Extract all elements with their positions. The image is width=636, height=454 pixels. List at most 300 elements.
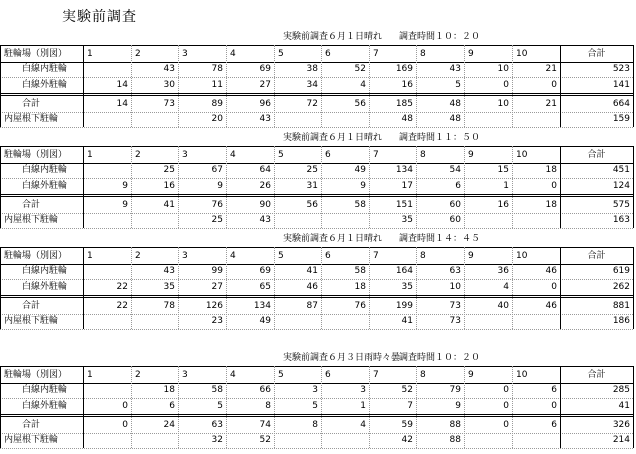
total-cell: 141 bbox=[612, 80, 630, 90]
column-divider bbox=[226, 146, 227, 228]
total-cell: 664 bbox=[612, 99, 630, 109]
column-divider bbox=[226, 45, 227, 127]
total-header: 合計 bbox=[587, 150, 606, 160]
total-cell: 575 bbox=[612, 200, 630, 210]
column-divider bbox=[512, 247, 513, 329]
table-cell: 0 bbox=[551, 282, 557, 292]
column-number: 10 bbox=[516, 251, 528, 261]
survey-block bbox=[0, 231, 636, 331]
column-divider bbox=[274, 247, 275, 329]
table-cell: 96 bbox=[259, 99, 271, 109]
table-cell: 69 bbox=[259, 266, 271, 276]
column-number: 2 bbox=[135, 49, 141, 59]
column-divider bbox=[226, 366, 227, 448]
total-header: 合計 bbox=[587, 49, 606, 59]
column-divider bbox=[178, 366, 179, 448]
column-divider bbox=[274, 45, 275, 127]
table-cell bbox=[274, 313, 321, 329]
table-cell: 0 bbox=[503, 401, 509, 411]
table-cell: 67 bbox=[211, 165, 223, 175]
column-header-label: 駐輪場（別図） bbox=[4, 150, 68, 160]
survey-time: 調査時間１０：２０ bbox=[399, 32, 481, 42]
column-divider bbox=[464, 247, 465, 329]
table-cell bbox=[512, 111, 560, 127]
table-cell: 9 bbox=[122, 181, 128, 191]
column-divider bbox=[633, 366, 634, 448]
table-cell: 23 bbox=[211, 316, 223, 326]
data-table bbox=[0, 247, 633, 329]
table-cell: 151 bbox=[395, 200, 413, 210]
survey-condition: 実験前調査６月１日晴れ bbox=[283, 133, 383, 143]
table-cell: 9 bbox=[455, 401, 461, 411]
column-divider bbox=[131, 366, 132, 448]
table-cell: 18 bbox=[163, 385, 175, 395]
survey-header bbox=[0, 29, 636, 45]
table-cell: 199 bbox=[395, 301, 413, 311]
table-cell: 35 bbox=[163, 282, 175, 292]
column-divider bbox=[0, 146, 1, 228]
table-cell: 31 bbox=[306, 181, 318, 191]
table-cell: 24 bbox=[163, 420, 175, 430]
table-cell bbox=[83, 111, 131, 127]
column-number: 5 bbox=[278, 251, 284, 261]
column-number: 6 bbox=[325, 251, 331, 261]
table-cell: 14 bbox=[116, 99, 128, 109]
table-cell: 0 bbox=[503, 420, 509, 430]
table-cell: 78 bbox=[211, 64, 223, 74]
table-row bbox=[0, 313, 633, 330]
table-cell: 10 bbox=[449, 282, 461, 292]
table-cell: 134 bbox=[395, 165, 413, 175]
table-cell: 46 bbox=[545, 301, 557, 311]
survey-block bbox=[0, 130, 636, 230]
table-cell: 5 bbox=[312, 401, 318, 411]
column-number: 3 bbox=[182, 150, 188, 160]
table-cell: 25 bbox=[163, 165, 175, 175]
table-cell: 63 bbox=[211, 420, 223, 430]
table-cell: 99 bbox=[211, 266, 223, 276]
column-number: 7 bbox=[373, 251, 379, 261]
roof-label: 内屋根下駐輪 bbox=[4, 316, 59, 326]
column-divider bbox=[464, 366, 465, 448]
table-cell: 54 bbox=[449, 165, 461, 175]
table-cell bbox=[83, 162, 131, 178]
table-cell: 3 bbox=[360, 385, 366, 395]
table-cell: 73 bbox=[449, 316, 461, 326]
column-number: 6 bbox=[325, 370, 331, 380]
table-cell bbox=[321, 313, 369, 329]
column-divider bbox=[560, 366, 561, 448]
column-number: 8 bbox=[420, 49, 426, 59]
table-cell: 56 bbox=[354, 99, 366, 109]
table-row bbox=[0, 111, 633, 128]
column-divider bbox=[321, 45, 322, 127]
table-cell: 69 bbox=[259, 64, 271, 74]
table-cell: 72 bbox=[306, 99, 318, 109]
table-cell: 52 bbox=[401, 385, 413, 395]
column-number: 8 bbox=[420, 370, 426, 380]
table-cell bbox=[83, 61, 131, 77]
survey-header bbox=[0, 231, 636, 247]
table-cell: 32 bbox=[211, 435, 223, 445]
table-cell: 56 bbox=[306, 200, 318, 210]
data-table bbox=[0, 45, 633, 127]
column-header-label: 駐輪場（別図） bbox=[4, 251, 68, 261]
column-divider bbox=[321, 366, 322, 448]
table-cell: 20 bbox=[211, 114, 223, 124]
table-cell: 74 bbox=[259, 420, 271, 430]
table-cell bbox=[464, 313, 512, 329]
column-divider bbox=[178, 247, 179, 329]
table-cell: 15 bbox=[497, 165, 509, 175]
table-cell: 87 bbox=[306, 301, 318, 311]
table-cell: 0 bbox=[122, 420, 128, 430]
table-cell bbox=[83, 263, 131, 279]
column-number: 1 bbox=[87, 49, 93, 59]
table-cell bbox=[274, 111, 321, 127]
column-number: 4 bbox=[230, 251, 236, 261]
table-cell: 3 bbox=[312, 385, 318, 395]
table-cell: 0 bbox=[551, 181, 557, 191]
column-divider bbox=[0, 45, 1, 127]
survey-header bbox=[0, 130, 636, 146]
column-divider bbox=[416, 45, 417, 127]
table-cell: 18 bbox=[354, 282, 366, 292]
table-cell: 0 bbox=[551, 80, 557, 90]
table-cell: 9 bbox=[217, 181, 223, 191]
column-number: 7 bbox=[373, 370, 379, 380]
table-cell bbox=[321, 111, 369, 127]
column-divider bbox=[83, 366, 84, 448]
table-cell: 88 bbox=[449, 435, 461, 445]
table-cell: 1 bbox=[360, 401, 366, 411]
table-cell: 5 bbox=[217, 401, 223, 411]
table-cell bbox=[274, 432, 321, 448]
table-cell: 4 bbox=[503, 282, 509, 292]
table-cell: 59 bbox=[401, 420, 413, 430]
table-cell: 38 bbox=[306, 64, 318, 74]
column-number: 9 bbox=[468, 251, 474, 261]
sum-label: 合計 bbox=[22, 200, 41, 210]
column-number: 6 bbox=[325, 150, 331, 160]
total-cell: 619 bbox=[612, 266, 630, 276]
column-number: 3 bbox=[182, 251, 188, 261]
table-cell bbox=[83, 212, 131, 228]
column-divider bbox=[369, 45, 370, 127]
table-cell bbox=[464, 432, 512, 448]
column-divider bbox=[512, 146, 513, 228]
column-number: 2 bbox=[135, 251, 141, 261]
table-cell: 18 bbox=[545, 200, 557, 210]
column-divider bbox=[178, 45, 179, 127]
column-divider bbox=[633, 146, 634, 228]
column-number: 10 bbox=[516, 370, 528, 380]
table-cell: 6 bbox=[551, 420, 557, 430]
table-cell: 30 bbox=[163, 80, 175, 90]
table-cell: 40 bbox=[497, 301, 509, 311]
column-number: 3 bbox=[182, 370, 188, 380]
column-divider bbox=[464, 45, 465, 127]
column-divider bbox=[0, 366, 1, 448]
column-number: 8 bbox=[420, 251, 426, 261]
column-number: 1 bbox=[87, 370, 93, 380]
table-cell: 16 bbox=[401, 80, 413, 90]
table-cell: 164 bbox=[395, 266, 413, 276]
table-cell: 10 bbox=[497, 64, 509, 74]
table-cell: 79 bbox=[449, 385, 461, 395]
column-divider bbox=[560, 45, 561, 127]
table-cell: 41 bbox=[401, 316, 413, 326]
table-cell: 76 bbox=[354, 301, 366, 311]
column-number: 7 bbox=[373, 150, 379, 160]
total-cell: 159 bbox=[612, 114, 630, 124]
table-cell: 27 bbox=[211, 282, 223, 292]
roof-label: 内屋根下駐輪 bbox=[4, 114, 59, 124]
sum-label: 合計 bbox=[22, 99, 41, 109]
row-label: 白線内駐輪 bbox=[22, 385, 68, 395]
table-cell: 14 bbox=[116, 80, 128, 90]
table-cell: 58 bbox=[354, 200, 366, 210]
row-label: 白線外駐輪 bbox=[22, 282, 68, 292]
column-divider bbox=[512, 366, 513, 448]
table-cell: 25 bbox=[306, 165, 318, 175]
total-cell: 186 bbox=[612, 316, 630, 326]
table-cell: 43 bbox=[259, 114, 271, 124]
total-cell: 523 bbox=[612, 64, 630, 74]
row-label: 白線内駐輪 bbox=[22, 266, 68, 276]
table-cell: 52 bbox=[259, 435, 271, 445]
column-number: 2 bbox=[135, 370, 141, 380]
table-cell: 89 bbox=[211, 99, 223, 109]
column-number: 9 bbox=[468, 150, 474, 160]
table-cell: 60 bbox=[449, 200, 461, 210]
row-label: 白線外駐輪 bbox=[22, 80, 68, 90]
table-cell: 18 bbox=[545, 165, 557, 175]
column-divider bbox=[274, 146, 275, 228]
column-divider bbox=[633, 45, 634, 127]
table-cell: 169 bbox=[395, 64, 413, 74]
column-divider bbox=[83, 146, 84, 228]
total-cell: 214 bbox=[612, 435, 630, 445]
column-divider bbox=[416, 146, 417, 228]
table-cell: 49 bbox=[354, 165, 366, 175]
table-cell: 9 bbox=[360, 181, 366, 191]
table-cell: 4 bbox=[360, 80, 366, 90]
column-number: 10 bbox=[516, 49, 528, 59]
survey-time: 調査時間１１：５０ bbox=[399, 133, 481, 143]
table-cell: 35 bbox=[401, 282, 413, 292]
row-label: 白線内駐輪 bbox=[22, 64, 68, 74]
table-cell: 88 bbox=[449, 420, 461, 430]
table-cell bbox=[131, 432, 178, 448]
column-number: 9 bbox=[468, 370, 474, 380]
table-cell: 49 bbox=[259, 316, 271, 326]
table-row bbox=[0, 432, 633, 449]
column-number: 8 bbox=[420, 150, 426, 160]
column-divider bbox=[512, 45, 513, 127]
table-cell: 58 bbox=[211, 385, 223, 395]
table-cell: 46 bbox=[306, 282, 318, 292]
table-cell: 8 bbox=[312, 420, 318, 430]
table-cell: 64 bbox=[259, 165, 271, 175]
table-cell bbox=[83, 382, 131, 398]
table-cell: 36 bbox=[497, 266, 509, 276]
table-row bbox=[0, 178, 633, 195]
column-divider bbox=[131, 247, 132, 329]
column-header-label: 駐輪場（別図） bbox=[4, 370, 68, 380]
column-divider bbox=[369, 247, 370, 329]
table-cell bbox=[83, 432, 131, 448]
table-cell: 26 bbox=[259, 181, 271, 191]
table-cell: 10 bbox=[497, 99, 509, 109]
table-cell: 11 bbox=[211, 80, 223, 90]
table-cell: 22 bbox=[116, 282, 128, 292]
column-number: 4 bbox=[230, 49, 236, 59]
table-row bbox=[0, 279, 633, 296]
column-number: 3 bbox=[182, 49, 188, 59]
survey-time: 調査時間１４：４５ bbox=[399, 234, 481, 244]
table-cell: 48 bbox=[449, 114, 461, 124]
column-divider bbox=[321, 146, 322, 228]
sum-label: 合計 bbox=[22, 420, 41, 430]
table-cell: 25 bbox=[211, 215, 223, 225]
column-divider bbox=[369, 146, 370, 228]
table-cell: 73 bbox=[163, 99, 175, 109]
row-label: 白線内駐輪 bbox=[22, 165, 68, 175]
table-cell: 48 bbox=[449, 99, 461, 109]
row-label: 白線外駐輪 bbox=[22, 181, 68, 191]
column-number: 7 bbox=[373, 49, 379, 59]
total-cell: 124 bbox=[612, 181, 630, 191]
table-cell: 41 bbox=[306, 266, 318, 276]
survey-condition: 実験前調査６月１日晴れ bbox=[283, 32, 383, 42]
survey-header bbox=[0, 350, 636, 366]
column-divider bbox=[416, 247, 417, 329]
data-table bbox=[0, 366, 633, 448]
total-header: 合計 bbox=[587, 370, 606, 380]
table-row bbox=[0, 398, 633, 415]
table-row bbox=[0, 212, 633, 229]
column-divider bbox=[83, 247, 84, 329]
column-number: 1 bbox=[87, 251, 93, 261]
column-number: 4 bbox=[230, 150, 236, 160]
survey-block bbox=[0, 29, 636, 129]
roof-label: 内屋根下駐輪 bbox=[4, 435, 59, 445]
column-divider bbox=[226, 247, 227, 329]
column-header-label: 駐輪場（別図） bbox=[4, 49, 68, 59]
table-cell bbox=[512, 313, 560, 329]
table-cell: 76 bbox=[211, 200, 223, 210]
table-cell: 6 bbox=[169, 401, 175, 411]
table-cell: 0 bbox=[551, 401, 557, 411]
table-cell: 0 bbox=[503, 385, 509, 395]
table-cell: 42 bbox=[401, 435, 413, 445]
column-divider bbox=[274, 366, 275, 448]
table-cell: 35 bbox=[401, 215, 413, 225]
table-cell bbox=[131, 111, 178, 127]
table-cell: 63 bbox=[449, 266, 461, 276]
total-cell: 163 bbox=[612, 215, 630, 225]
column-number: 9 bbox=[468, 49, 474, 59]
table-cell bbox=[321, 432, 369, 448]
column-divider bbox=[321, 247, 322, 329]
table-cell: 52 bbox=[354, 64, 366, 74]
table-cell: 66 bbox=[259, 385, 271, 395]
table-cell: 43 bbox=[163, 64, 175, 74]
table-cell bbox=[512, 212, 560, 228]
table-cell: 78 bbox=[163, 301, 175, 311]
column-divider bbox=[560, 146, 561, 228]
column-divider bbox=[0, 247, 1, 329]
table-cell: 185 bbox=[395, 99, 413, 109]
table-cell bbox=[321, 212, 369, 228]
total-cell: 285 bbox=[612, 385, 630, 395]
table-row bbox=[0, 162, 633, 179]
column-number: 5 bbox=[278, 49, 284, 59]
table-row bbox=[0, 61, 633, 78]
survey-block bbox=[0, 350, 636, 450]
table-cell bbox=[464, 212, 512, 228]
table-cell: 43 bbox=[163, 266, 175, 276]
table-cell: 34 bbox=[306, 80, 318, 90]
table-cell: 16 bbox=[497, 200, 509, 210]
column-number: 10 bbox=[516, 150, 528, 160]
table-cell: 65 bbox=[259, 282, 271, 292]
table-row bbox=[0, 77, 633, 94]
table-cell: 60 bbox=[449, 215, 461, 225]
column-divider bbox=[83, 45, 84, 127]
table-cell: 8 bbox=[265, 401, 271, 411]
total-cell: 451 bbox=[612, 165, 630, 175]
survey-time: 調査時間１０：２０ bbox=[399, 353, 481, 363]
table-cell bbox=[131, 313, 178, 329]
table-cell: 16 bbox=[163, 181, 175, 191]
table-cell bbox=[512, 432, 560, 448]
table-cell: 46 bbox=[545, 266, 557, 276]
table-cell: 0 bbox=[503, 80, 509, 90]
table-cell: 48 bbox=[401, 114, 413, 124]
table-cell: 27 bbox=[259, 80, 271, 90]
column-divider bbox=[178, 146, 179, 228]
table-cell: 0 bbox=[122, 401, 128, 411]
table-cell: 41 bbox=[163, 200, 175, 210]
table-cell: 6 bbox=[455, 181, 461, 191]
survey-condition: 実験前調査６月１日晴れ bbox=[283, 234, 383, 244]
table-row bbox=[0, 263, 633, 280]
sum-label: 合計 bbox=[22, 301, 41, 311]
table-cell: 43 bbox=[449, 64, 461, 74]
table-cell: 58 bbox=[354, 266, 366, 276]
column-number: 4 bbox=[230, 370, 236, 380]
table-cell: 17 bbox=[401, 181, 413, 191]
column-divider bbox=[131, 45, 132, 127]
table-cell bbox=[274, 212, 321, 228]
table-cell: 9 bbox=[122, 200, 128, 210]
table-cell: 5 bbox=[455, 80, 461, 90]
table-cell: 21 bbox=[545, 99, 557, 109]
table-cell: 4 bbox=[360, 420, 366, 430]
table-cell: 43 bbox=[259, 215, 271, 225]
table-cell bbox=[83, 313, 131, 329]
total-cell: 262 bbox=[612, 282, 630, 292]
data-table bbox=[0, 146, 633, 228]
table-cell bbox=[464, 111, 512, 127]
total-cell: 41 bbox=[618, 401, 630, 411]
roof-label: 内屋根下駐輪 bbox=[4, 215, 59, 225]
table-cell: 90 bbox=[259, 200, 271, 210]
table-row bbox=[0, 382, 633, 399]
survey-condition: 実験前調査６月３日雨時々曇 bbox=[283, 353, 401, 363]
